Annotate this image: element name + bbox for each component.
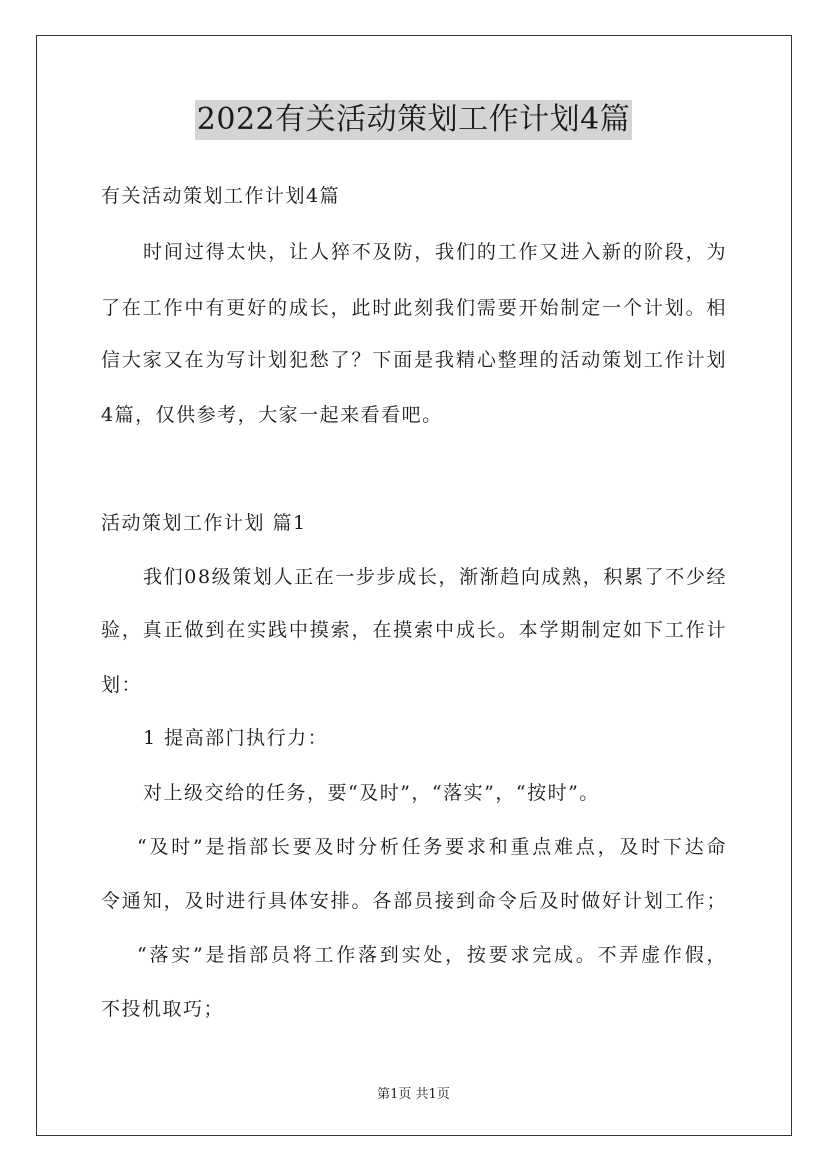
- paragraph-line: “落实”是指部员将工作落到实处，按要求完成。不弄虚作假，: [137, 944, 729, 966]
- paragraph-line: 1 提高部门执行力：: [143, 727, 329, 749]
- paragraph-line: 对上级交给的任务，要“及时”，“落实”，“按时”。: [143, 782, 600, 804]
- paragraph-line: 4篇，仅供参考，大家一起来看看吧。: [101, 404, 443, 426]
- title-wrap: [0, 100, 827, 140]
- paragraph-line: 令通知，及时进行具体安排。各部员接到命令后及时做好计划工作；: [101, 890, 728, 912]
- paragraph-line: 信大家又在为写计划犯愁了？下面是我精心整理的活动策划工作计划: [101, 349, 728, 371]
- page-footer: 第1页 共1页: [377, 1087, 450, 1102]
- paragraph-line: “及时”是指部长要及时分析任务要求和重点难点，及时下达命: [137, 836, 729, 858]
- paragraph-line: 不投机取巧；: [101, 998, 225, 1020]
- paragraph-line: 了在工作中有更好的成长，此时此刻我们需要开始制定一个计划。相: [101, 297, 728, 319]
- document-title: 2022有关活动策划工作计划4篇: [195, 100, 632, 140]
- paragraph-line: 我们08级策划人正在一步步成长，渐渐趋向成熟，积累了不少经: [143, 566, 728, 588]
- paragraph-line: 划：: [101, 674, 143, 696]
- paragraph-line: 时间过得太快，让人猝不及防，我们的工作又进入新的阶段，为: [143, 241, 728, 263]
- subtitle-line: 有关活动策划工作计划4篇: [101, 185, 341, 207]
- paragraph-line: 验，真正做到在实践中摸索，在摸索中成长。本学期制定如下工作计: [101, 619, 728, 641]
- section-heading: 活动策划工作计划 篇1: [101, 512, 307, 534]
